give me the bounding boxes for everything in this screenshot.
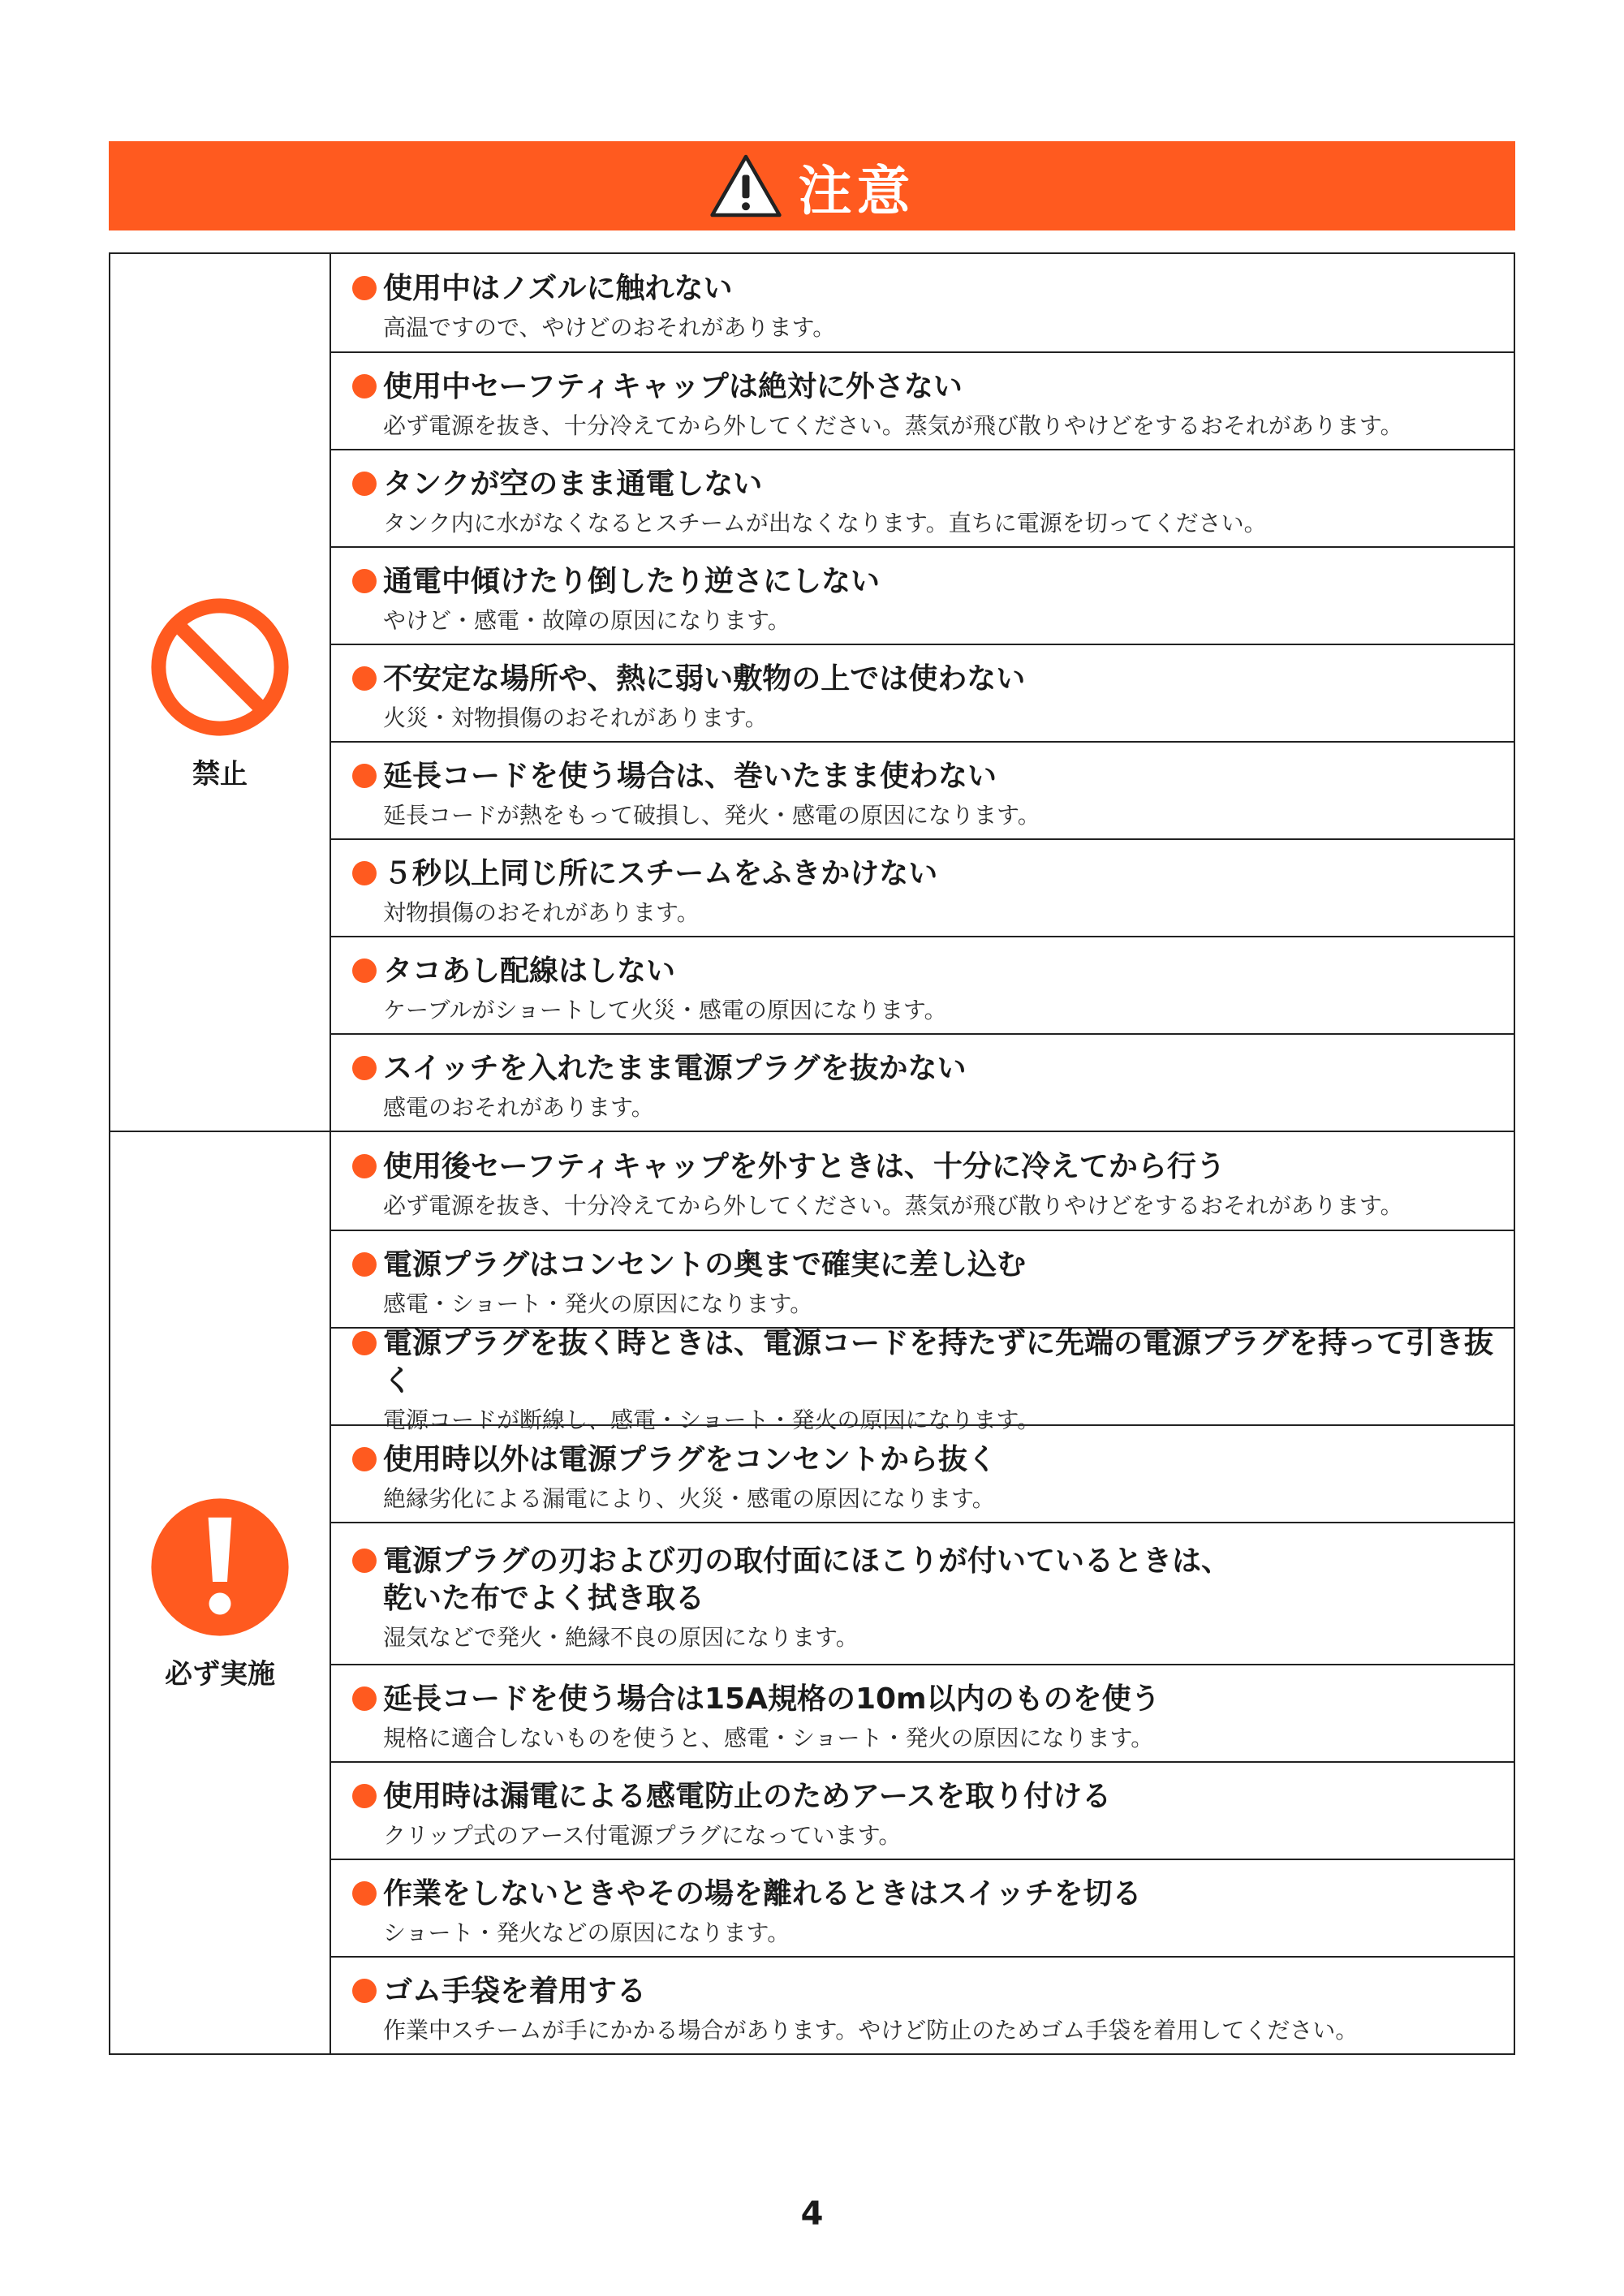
bullet-dot-icon: [352, 374, 377, 398]
list-item: [331, 741, 1514, 838]
bullet-dot-icon: [352, 1331, 377, 1355]
item-desc: 必ず電源を抜き、十分冷えてから外してください。蒸気が飛び散りやけどをするおそれがあります。: [383, 412, 1403, 439]
item-desc: タンク内に水がなくなるとスチームが出なくなります。直ちに電源を切ってください。: [383, 510, 1267, 536]
prohibited-side: [110, 254, 331, 1131]
list-item: [331, 1327, 1514, 1433]
bullet-dot-icon: [352, 472, 377, 496]
item-title: ゴム手袋を着用する: [383, 1975, 647, 2008]
caution-banner: [109, 141, 1515, 230]
item-desc: 感電・ショート・発火の原因になります。: [383, 1290, 813, 1317]
list-item: [331, 546, 1514, 644]
item-title: 延長コードを使う場合は、巻いたまま使わない: [383, 760, 997, 793]
mandatory-section: [110, 1131, 1514, 2053]
item-title: 使用中はノズルに触れない: [383, 272, 733, 305]
list-item: [331, 449, 1514, 546]
bullet-dot-icon: [352, 276, 377, 300]
page-number: 4: [800, 2195, 824, 2233]
list-item: [331, 1230, 1514, 1327]
bullet-dot-icon: [352, 1881, 377, 1906]
list-item: [331, 1424, 1514, 1522]
item-desc: 規格に適合しないものを使うと、感電・ショート・発火の原因になります。: [383, 1725, 1154, 1751]
item-desc: 高温ですので、やけどのおそれがあります。: [383, 314, 836, 341]
item-title: 使用後セーフティキャップを外すときは、十分に冷えてから行う: [383, 1150, 1226, 1183]
list-item: [331, 1033, 1514, 1131]
item-title: 延長コードを使う場合は15A規格の10m以内のものを使う: [383, 1682, 1161, 1716]
list-item: [331, 1522, 1514, 1664]
list-item: [331, 1664, 1514, 1761]
warning-triangle-icon: [709, 153, 782, 219]
item-desc: 湿気などで発火・絶縁不良の原因になります。: [383, 1623, 859, 1651]
prohibited-label: 禁止: [192, 757, 248, 790]
list-item: [331, 1956, 1514, 2053]
bullet-dot-icon: [352, 569, 377, 593]
item-desc: 火災・対物損傷のおそれがあります。: [383, 704, 768, 731]
item-desc: 延長コードが熱をもって破損し、発火・感電の原因になります。: [383, 802, 1040, 829]
item-title: タンクが空のまま通電しない: [383, 467, 763, 501]
item-title: 使用時以外は電源プラグをコンセントから抜く: [383, 1443, 997, 1476]
prohibited-section: [110, 254, 1514, 1131]
list-item: [331, 644, 1514, 741]
item-title: 作業をしないときやその場を離れるときはスイッチを切る: [383, 1877, 1142, 1910]
item-title: スイッチを入れたまま電源プラグを抜かない: [383, 1052, 967, 1085]
bullet-dot-icon: [352, 1447, 377, 1471]
exclamation-icon: [147, 1494, 293, 1640]
item-desc: 絶縁劣化による漏電により、火災・感電の原因になります。: [383, 1485, 995, 1512]
item-desc: 感電のおそれがあります。: [383, 1094, 654, 1121]
bullet-dot-icon: [352, 958, 377, 983]
mandatory-label: 必ず実施: [165, 1658, 275, 1691]
list-item: [331, 1761, 1514, 1859]
item-desc: ケーブルがショートして火災・感電の原因になります。: [383, 997, 947, 1023]
bullet-dot-icon: [352, 861, 377, 885]
item-title: 使用中セーフティキャップは絶対に外さない: [383, 370, 963, 403]
prohibited-items: [331, 254, 1514, 1131]
bullet-dot-icon: [352, 1549, 377, 1573]
bullet-dot-icon: [352, 1056, 377, 1080]
mandatory-items: [331, 1132, 1514, 2053]
item-desc: 対物損傷のおそれがあります。: [383, 899, 700, 926]
item-desc: 作業中スチームが手にかかる場合があります。やけど防止のためゴム手袋を着用してください。: [383, 2017, 1359, 2044]
list-item: [331, 936, 1514, 1033]
item-desc: ショート・発火などの原因になります。: [383, 1919, 790, 1946]
item-title: 通電中傾けたり倒したり逆さにしない: [383, 565, 881, 598]
list-item: [331, 254, 1514, 351]
item-title: 電源プラグを抜く時ときは、電源コードを持たずに先端の電源プラグを持って引き抜く: [383, 1327, 1494, 1398]
bullet-dot-icon: [352, 1784, 377, 1808]
list-item: [331, 838, 1514, 936]
bullet-dot-icon: [352, 1252, 377, 1277]
bullet-dot-icon: [352, 1154, 377, 1178]
item-desc: 電源コードが断線し、感電・ショート・発火の原因になります。: [383, 1406, 1040, 1433]
safety-table: [109, 252, 1515, 2055]
item-title: 電源プラグはコンセントの奥まで確実に差し込む: [383, 1248, 1027, 1282]
bullet-dot-icon: [352, 764, 377, 788]
item-desc: やけど・感電・故障の原因になります。: [383, 607, 790, 634]
item-title: タコあし配線はしない: [383, 954, 676, 988]
bullet-dot-icon: [352, 1979, 377, 2003]
bullet-dot-icon: [352, 666, 377, 691]
bullet-dot-icon: [352, 1686, 377, 1711]
mandatory-side: [110, 1132, 331, 2053]
item-desc: クリップ式のアース付電源プラグになっています。: [383, 1822, 902, 1849]
item-title: 使用時は漏電による感電防止のためアースを取り付ける: [383, 1780, 1112, 1813]
prohibition-icon: [147, 594, 293, 740]
list-item: [331, 1859, 1514, 1956]
item-title: ５秒以上同じ所にスチームをふきかけない: [383, 857, 938, 890]
item-title: 不安定な場所や、熱に弱い敷物の上では使わない: [383, 662, 1026, 696]
item-title: 電源プラグの刃および刃の取付面にほこりが付いているときは、 乾いた布でよく拭き取る: [383, 1544, 1231, 1615]
item-desc: 必ず電源を抜き、十分冷えてから外してください。蒸気が飛び散りやけどをするおそれがあります。: [383, 1192, 1403, 1219]
caution-title: 注意: [798, 159, 915, 222]
list-item: [331, 351, 1514, 449]
list-item: [331, 1132, 1514, 1230]
